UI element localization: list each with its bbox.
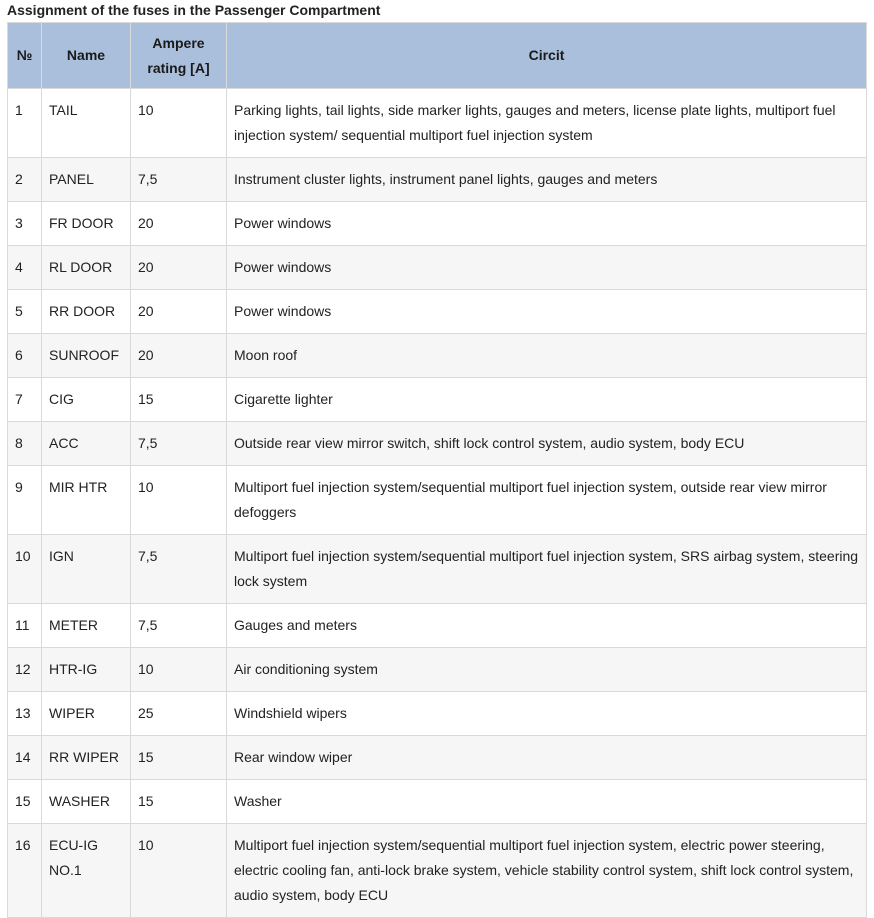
cell-name: FR DOOR bbox=[42, 202, 131, 246]
table-caption: Assignment of the fuses in the Passenger Compartment bbox=[7, 2, 381, 18]
cell-name: RL DOOR bbox=[42, 246, 131, 290]
cell-ampere-rating: 15 bbox=[131, 780, 227, 824]
cell-circuit: Multiport fuel injection system/sequential multiport fuel injection system, SRS airbag system, steering lock system bbox=[227, 535, 867, 604]
cell-circuit: Multiport fuel injection system/sequential multiport fuel injection system, outside rear view mirror defoggers bbox=[227, 466, 867, 535]
cell-circuit: Power windows bbox=[227, 290, 867, 334]
table-row bbox=[8, 736, 867, 780]
fuse-assignment-table bbox=[7, 22, 867, 918]
cell-name: MIR HTR bbox=[42, 466, 131, 535]
cell-name: RR DOOR bbox=[42, 290, 131, 334]
table-row bbox=[8, 202, 867, 246]
cell-ampere-rating: 10 bbox=[131, 466, 227, 535]
cell-number: 9 bbox=[8, 466, 42, 535]
table-row bbox=[8, 378, 867, 422]
cell-ampere-rating: 15 bbox=[131, 378, 227, 422]
table-row bbox=[8, 466, 867, 535]
table-row bbox=[8, 780, 867, 824]
cell-ampere-rating: 15 bbox=[131, 736, 227, 780]
cell-number: 10 bbox=[8, 535, 42, 604]
cell-name: ACC bbox=[42, 422, 131, 466]
cell-number: 2 bbox=[8, 158, 42, 202]
cell-ampere-rating: 7,5 bbox=[131, 422, 227, 466]
cell-circuit: Power windows bbox=[227, 202, 867, 246]
cell-name: SUNROOF bbox=[42, 334, 131, 378]
cell-number: 4 bbox=[8, 246, 42, 290]
cell-name: WASHER bbox=[42, 780, 131, 824]
header-circuit: Circit bbox=[227, 23, 867, 89]
table-row bbox=[8, 604, 867, 648]
cell-ampere-rating: 10 bbox=[131, 89, 227, 158]
cell-ampere-rating: 7,5 bbox=[131, 158, 227, 202]
table-row bbox=[8, 89, 867, 158]
cell-ampere-rating: 20 bbox=[131, 290, 227, 334]
cell-ampere-rating: 20 bbox=[131, 334, 227, 378]
cell-name: HTR-IG bbox=[42, 648, 131, 692]
cell-circuit: Instrument cluster lights, instrument panel lights, gauges and meters bbox=[227, 158, 867, 202]
cell-name: PANEL bbox=[42, 158, 131, 202]
cell-ampere-rating: 25 bbox=[131, 692, 227, 736]
table-row bbox=[8, 422, 867, 466]
header-name: Name bbox=[42, 23, 131, 89]
cell-ampere-rating: 10 bbox=[131, 824, 227, 918]
cell-circuit: Windshield wipers bbox=[227, 692, 867, 736]
cell-circuit: Moon roof bbox=[227, 334, 867, 378]
cell-circuit: Washer bbox=[227, 780, 867, 824]
cell-ampere-rating: 7,5 bbox=[131, 535, 227, 604]
cell-number: 12 bbox=[8, 648, 42, 692]
cell-name: TAIL bbox=[42, 89, 131, 158]
table-row bbox=[8, 334, 867, 378]
cell-ampere-rating: 10 bbox=[131, 648, 227, 692]
cell-circuit: Air conditioning system bbox=[227, 648, 867, 692]
cell-number: 15 bbox=[8, 780, 42, 824]
cell-name: ECU-IG NO.1 bbox=[42, 824, 131, 918]
table-row bbox=[8, 158, 867, 202]
table-body bbox=[8, 89, 867, 918]
cell-circuit: Rear window wiper bbox=[227, 736, 867, 780]
table-row bbox=[8, 246, 867, 290]
table-row bbox=[8, 535, 867, 604]
cell-number: 7 bbox=[8, 378, 42, 422]
table-row bbox=[8, 824, 867, 918]
cell-circuit: Power windows bbox=[227, 246, 867, 290]
table-row bbox=[8, 290, 867, 334]
cell-number: 5 bbox=[8, 290, 42, 334]
header-ampere-rating: Ampere rating [A] bbox=[131, 23, 227, 89]
cell-number: 16 bbox=[8, 824, 42, 918]
cell-number: 14 bbox=[8, 736, 42, 780]
cell-name: CIG bbox=[42, 378, 131, 422]
cell-number: 3 bbox=[8, 202, 42, 246]
cell-circuit: Multiport fuel injection system/sequential multiport fuel injection system, electric power steering, electric cooling fan, anti-lock brake system, vehicle stability control system, shift lock control system, audio system, body ECU bbox=[227, 824, 867, 918]
cell-name: RR WIPER bbox=[42, 736, 131, 780]
cell-ampere-rating: 20 bbox=[131, 202, 227, 246]
cell-ampere-rating: 7,5 bbox=[131, 604, 227, 648]
cell-number: 13 bbox=[8, 692, 42, 736]
cell-circuit: Parking lights, tail lights, side marker lights, gauges and meters, license plate lights, multiport fuel injection system/ sequential multiport fuel injection system bbox=[227, 89, 867, 158]
cell-ampere-rating: 20 bbox=[131, 246, 227, 290]
cell-number: 11 bbox=[8, 604, 42, 648]
cell-name: IGN bbox=[42, 535, 131, 604]
header-number: № bbox=[8, 23, 42, 89]
cell-number: 1 bbox=[8, 89, 42, 158]
cell-number: 6 bbox=[8, 334, 42, 378]
cell-circuit: Cigarette lighter bbox=[227, 378, 867, 422]
cell-circuit: Outside rear view mirror switch, shift lock control system, audio system, body ECU bbox=[227, 422, 867, 466]
table-row bbox=[8, 648, 867, 692]
table-row bbox=[8, 692, 867, 736]
cell-circuit: Gauges and meters bbox=[227, 604, 867, 648]
cell-name: WIPER bbox=[42, 692, 131, 736]
table-header-row bbox=[8, 23, 867, 89]
cell-name: METER bbox=[42, 604, 131, 648]
cell-number: 8 bbox=[8, 422, 42, 466]
